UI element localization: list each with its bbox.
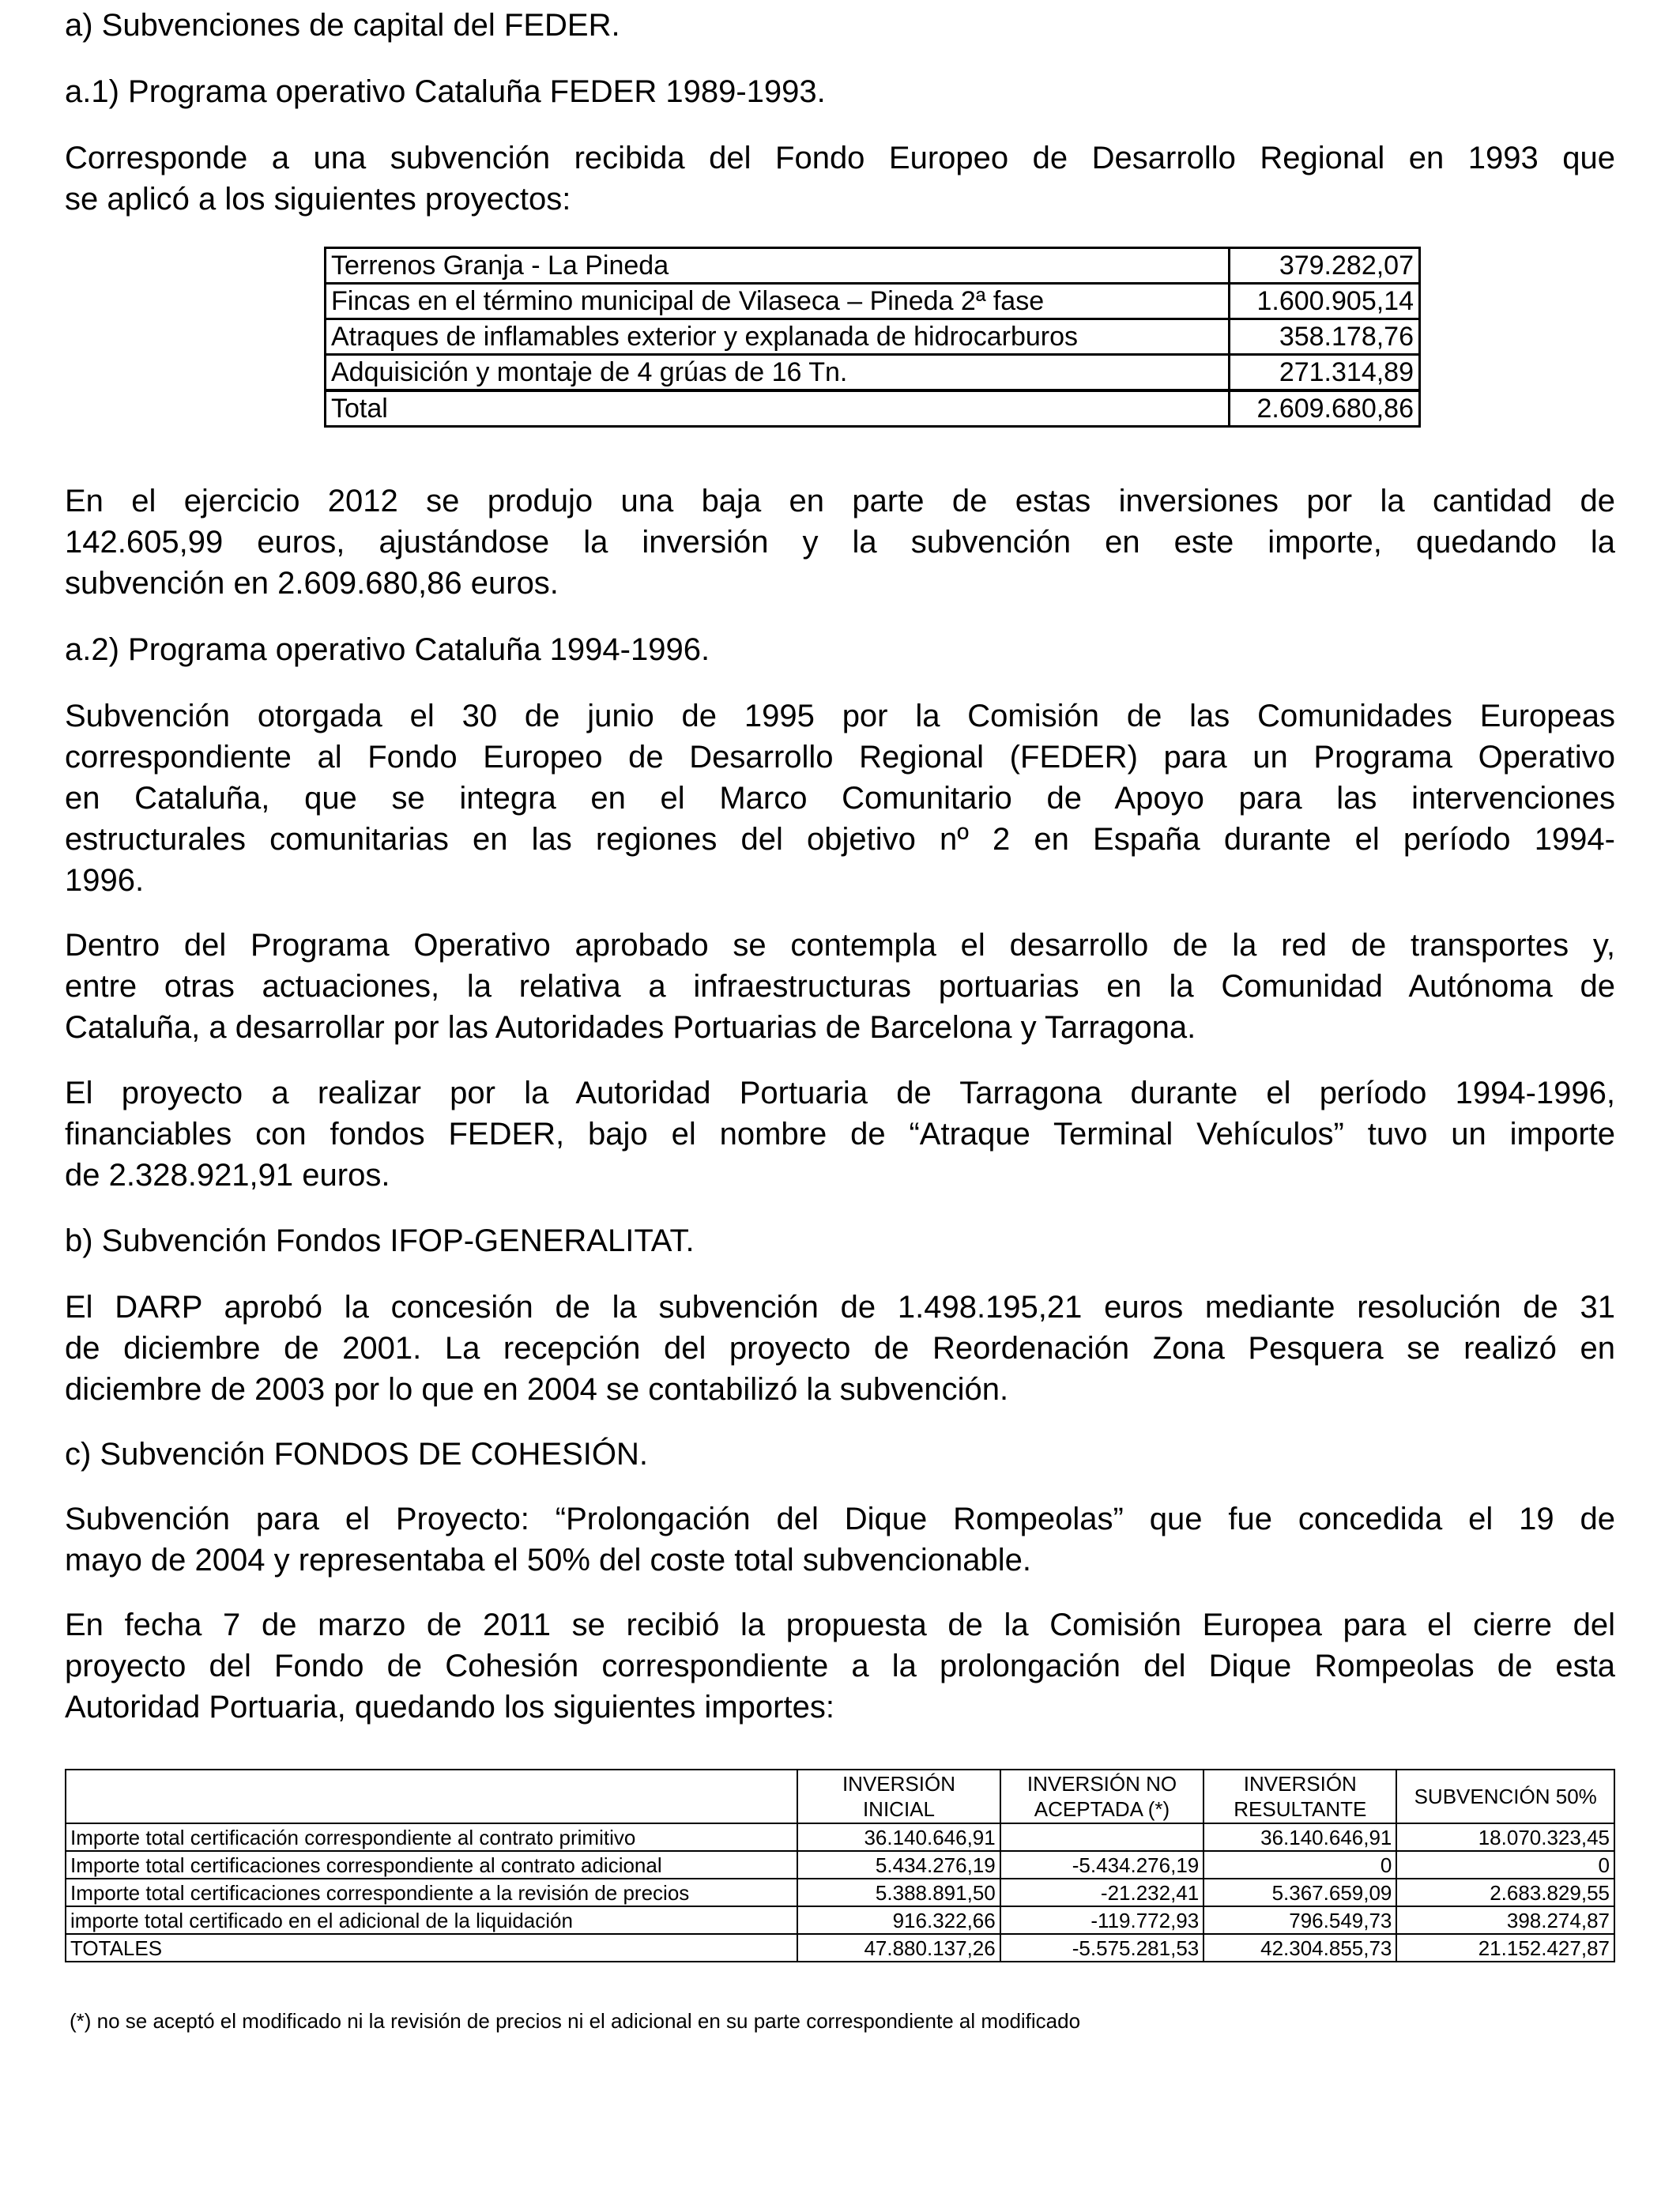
text-line: 1996. [65,863,145,898]
text-line: estructurales comunitarias en las regiones del objetivo nº 2 en España durante el período 1994- [65,822,1615,857]
table-cell-no-aceptada [1000,1823,1204,1851]
a1-projects-table [324,247,1421,428]
table-cell-inicial: 5.388.891,50 [797,1879,1000,1906]
section-a2-title: a.2) Programa operativo Cataluña 1994-1996. [65,632,710,667]
header-line: INVERSIÓN [842,1772,955,1796]
table-row [326,319,1420,355]
table-cell-value: 379.282,07 [1230,248,1420,284]
section-c-title: c) Subvención FONDOS DE COHESIÓN. [65,1437,648,1472]
table-cell-label: Adquisición y montaje de 4 grúas de 16 Tn. [326,355,1230,391]
text-line: en Cataluña, que se integra en el Marco Comunitario de Apoyo para las intervenciones [65,781,1615,816]
table-cell-inicial: 47.880.137,26 [797,1934,1000,1962]
header-line: INICIAL [862,1797,935,1821]
table-cell-resultante: 0 [1203,1851,1396,1879]
text-line: entre otras actuaciones, la relativa a infraestructuras portuarias en la Comunidad Autónoma de [65,969,1615,1004]
table-cell-value: 271.314,89 [1230,355,1420,391]
table-cell-resultante: 796.549,73 [1203,1906,1396,1934]
section-b-title: b) Subvención Fondos IFOP-GENERALITAT. [65,1223,695,1258]
section-a1-intro [65,138,1615,220]
table-cell-inicial: 36.140.646,91 [797,1823,1000,1851]
table-cell-value: 1.600.905,14 [1230,284,1420,319]
table-cell-no-aceptada: -5.434.276,19 [1000,1851,1204,1879]
text-line: Corresponde a una subvención recibida del Fondo Europeo de Desarrollo Regional en 1993 que [65,141,1615,175]
table-cell-subvencion: 398.274,87 [1396,1906,1614,1934]
table-cell-subvencion: 2.683.829,55 [1396,1879,1614,1906]
table-row [66,1851,1614,1879]
table-cell-no-aceptada: -21.232,41 [1000,1879,1204,1906]
table-cell-label: Importe total certificación correspondiente al contrato primitivo [66,1823,797,1851]
text-line: se aplicó a los siguientes proyectos: [65,182,571,217]
section-a1-title: a.1) Programa operativo Cataluña FEDER 1989-1993. [65,74,826,109]
text-line: proyecto del Fondo de Cohesión correspondiente a la prolongación del Dique Rompeolas de esta [65,1649,1615,1683]
table-footnote: (*) no se aceptó el modificado ni la revisión de precios ni el adicional en su parte correspondiente al modificado [70,2009,1081,2033]
table-cell-no-aceptada: -5.575.281,53 [1000,1934,1204,1962]
text-line: Subvención para el Proyecto: “Prolongación del Dique Rompeolas” que fue concedida el 19 de [65,1502,1615,1536]
table-cell-label: Importe total certificaciones correspondiente al contrato adicional [66,1851,797,1879]
table-cell-label: Fincas en el término municipal de Vilaseca – Pineda 2ª fase [326,284,1230,319]
table-cell-subvencion: 21.152.427,87 [1396,1934,1614,1962]
text-line: Cataluña, a desarrollar por las Autoridades Portuarias de Barcelona y Tarragona. [65,1010,1196,1045]
text-line: correspondiente al Fondo Europeo de Desarrollo Regional (FEDER) para un Programa Operativo [65,740,1615,775]
section-a2-p2 [65,925,1615,1048]
text-line: El proyecto a realizar por la Autoridad Portuaria de Tarragona durante el período 1994-1996, [65,1076,1615,1110]
table-header-inversion-resultante [1203,1770,1396,1823]
table-row [326,248,1420,284]
table-header-empty [66,1770,797,1823]
table-cell-subvencion: 0 [1396,1851,1614,1879]
text-line: Subvención otorgada el 30 de junio de 1995 por la Comisión de las Comunidades Europeas [65,699,1615,733]
table-total-row [66,1934,1614,1962]
table-total-label: Total [326,390,1230,427]
table-row [326,355,1420,391]
table-cell-subvencion: 18.070.323,45 [1396,1823,1614,1851]
text-line: Autoridad Portuaria, quedando los siguientes importes: [65,1690,834,1725]
text-line: El DARP aprobó la concesión de la subvención de 1.498.195,21 euros mediante resolución de 31 [65,1290,1615,1325]
text-line: de diciembre de 2001. La recepción del proyecto de Reordenación Zona Pesquera se realizó en [65,1331,1615,1366]
section-a-title: a) Subvenciones de capital del FEDER. [65,8,620,43]
table-header-row [66,1770,1614,1823]
text-line: financiables con fondos FEDER, bajo el nombre de “Atraque Terminal Vehículos” tuvo un importe [65,1117,1615,1152]
table-header-subvencion: SUBVENCIÓN 50% [1396,1770,1614,1823]
section-a2-p1 [65,696,1615,901]
table-cell-label: Atraques de inflamables exterior y explanada de hidrocarburos [326,319,1230,355]
table-cell-inicial: 5.434.276,19 [797,1851,1000,1879]
text-line: En el ejercicio 2012 se produjo una baja en parte de estas inversiones por la cantidad de [65,484,1615,518]
text-line: Dentro del Programa Operativo aprobado se contempla el desarrollo de la red de transportes y, [65,928,1615,963]
table-cell-no-aceptada: -119.772,93 [1000,1906,1204,1934]
text-line: de 2.328.921,91 euros. [65,1158,390,1193]
table-cell-inicial: 916.322,66 [797,1906,1000,1934]
header-line: ACEPTADA (*) [1034,1797,1170,1821]
header-line: INVERSIÓN NO [1026,1772,1177,1796]
table-row [66,1823,1614,1851]
text-line: diciembre de 2003 por lo que en 2004 se contabilizó la subvención. [65,1372,1009,1407]
table-row [66,1906,1614,1934]
table-header-inversion-inicial [797,1770,1000,1823]
text-line: mayo de 2004 y representaba el 50% del coste total subvencionable. [65,1543,1032,1578]
header-line: RESULTANTE [1234,1797,1367,1821]
table-cell-resultante: 42.304.855,73 [1203,1934,1396,1962]
text-line: 142.605,99 euros, ajustándose la inversión y la subvención en este importe, quedando la [65,525,1615,560]
table-total-value: 2.609.680,86 [1230,390,1420,427]
section-a1-baja [65,481,1615,604]
table-row [326,284,1420,319]
section-c-p1 [65,1498,1615,1581]
table-cell-label: Terrenos Granja - La Pineda [326,248,1230,284]
section-a2-p3 [65,1072,1615,1196]
text-line: En fecha 7 de marzo de 2011 se recibió la propuesta de la Comisión Europea para el cierre del [65,1608,1615,1642]
table-cell-resultante: 5.367.659,09 [1203,1879,1396,1906]
table-cell-value: 358.178,76 [1230,319,1420,355]
section-b-p1 [65,1287,1615,1410]
table-header-inversion-no-aceptada [1000,1770,1204,1823]
cohesion-amounts-table [65,1769,1615,1962]
table-cell-label: TOTALES [66,1934,797,1962]
table-cell-resultante: 36.140.646,91 [1203,1823,1396,1851]
table-row [66,1879,1614,1906]
table-total-row [326,390,1420,427]
header-line: INVERSIÓN [1243,1772,1357,1796]
text-line: subvención en 2.609.680,86 euros. [65,566,559,601]
table-cell-label: Importe total certificaciones correspondiente a la revisión de precios [66,1879,797,1906]
section-c-p2 [65,1604,1615,1728]
table-cell-label: importe total certificado en el adicional de la liquidación [66,1906,797,1934]
